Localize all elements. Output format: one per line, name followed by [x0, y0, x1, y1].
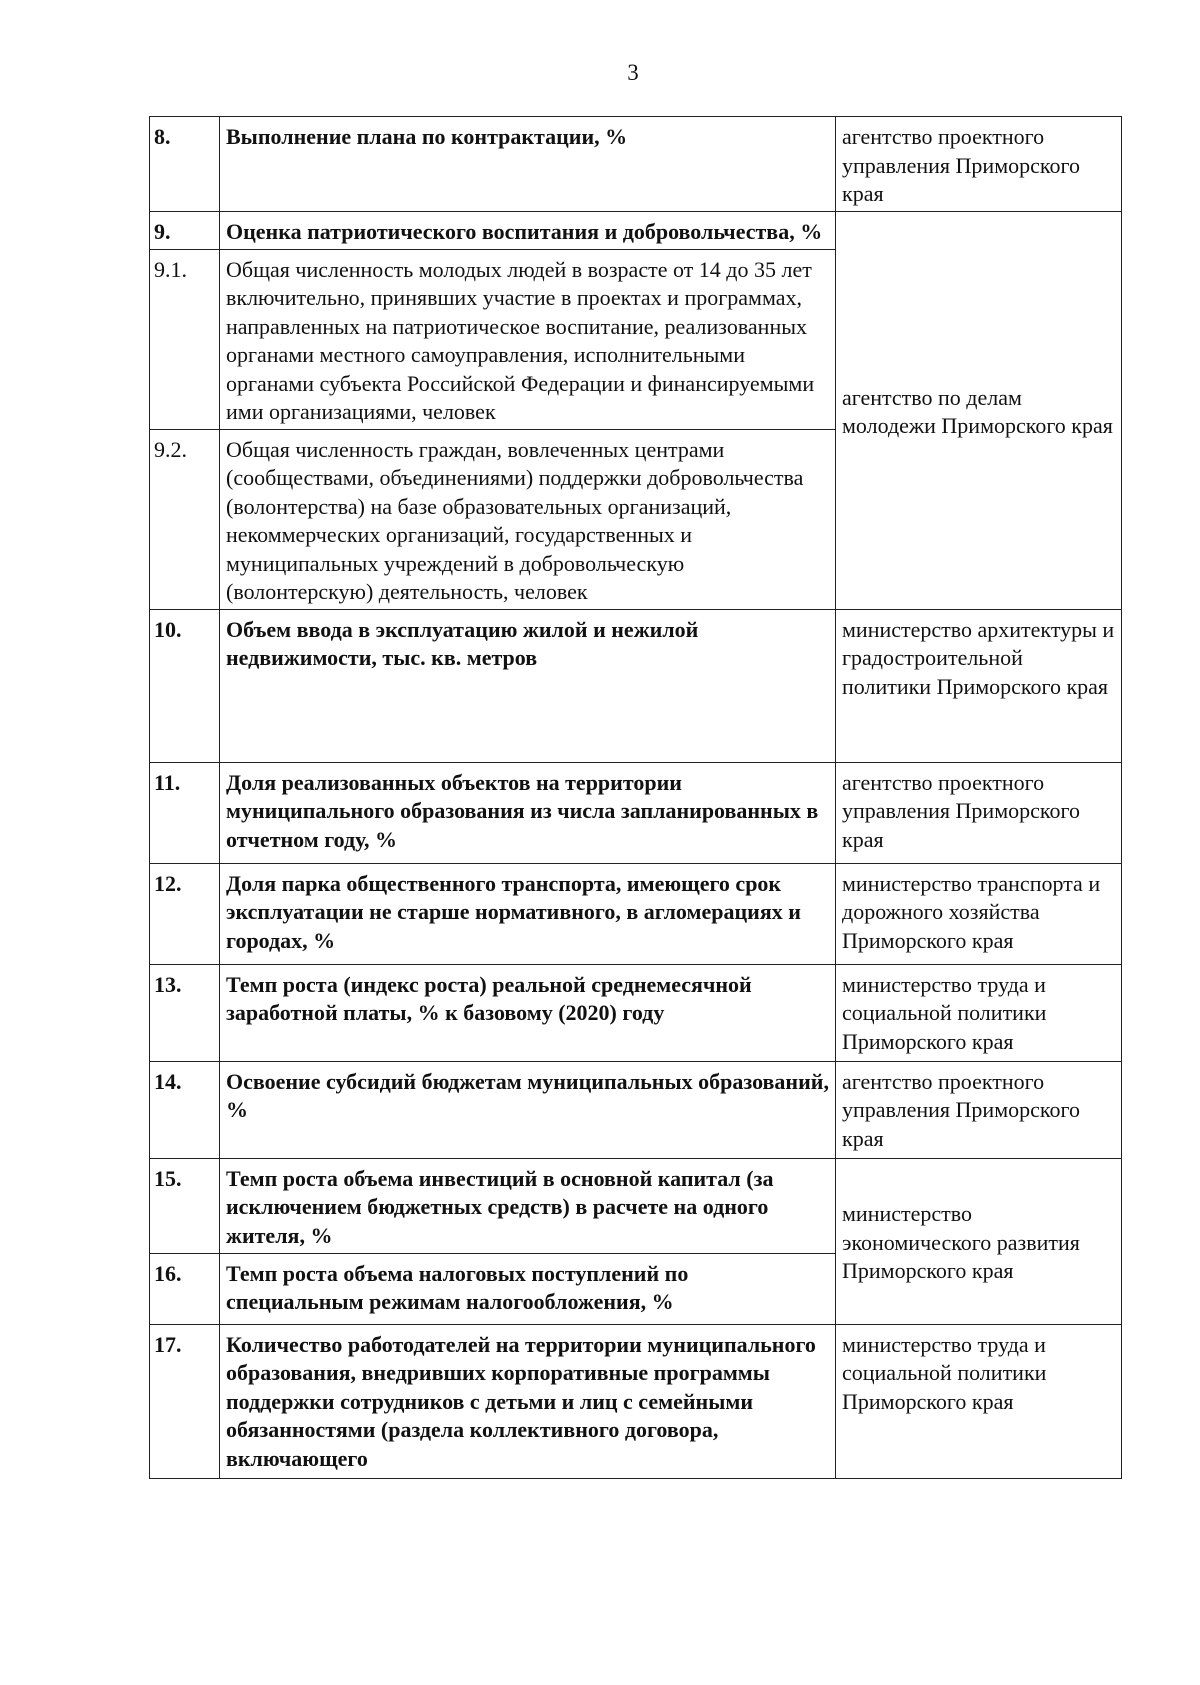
row-number: 9. — [150, 212, 220, 250]
row-number: 9.1. — [150, 249, 220, 429]
row-number: 16. — [150, 1253, 220, 1324]
indicators-table — [149, 116, 1122, 1479]
indicator-text: Общая численность молодых людей в возрасте от 14 до 35 лет включительно, принявших участие в проектах и программах, направленных на патриотическое воспитание, реализованных органами местного самоуправления, исполнительными органами субъекта Российской Федерации и финансируемыми ими организациями, человек — [220, 249, 836, 429]
row-number: 15. — [150, 1158, 220, 1253]
indicator-text: Выполнение плана по контрактации, % — [220, 117, 836, 212]
responsible-agency: агентство проектного управления Приморского края — [836, 117, 1122, 212]
table-row — [150, 609, 1122, 762]
indicator-text: Доля реализованных объектов на территории муниципального образования из числа запланированных в отчетном году, % — [220, 762, 836, 863]
table-row — [150, 762, 1122, 863]
responsible-agency: агентство проектного управления Приморского края — [836, 1061, 1122, 1158]
row-number: 14. — [150, 1061, 220, 1158]
responsible-agency: министерство архитектуры и градостроительной политики Приморского края — [836, 609, 1122, 762]
row-number: 10. — [150, 609, 220, 762]
row-number: 11. — [150, 762, 220, 863]
indicator-text: Доля парка общественного транспорта, имеющего срок эксплуатации не старше нормативного, в агломерациях и городах, % — [220, 863, 836, 964]
responsible-agency: министерство труда и социальной политики Приморского края — [836, 964, 1122, 1061]
indicator-text: Темп роста объема налоговых поступлений по специальным режимам налогообложения, % — [220, 1253, 836, 1324]
table-row — [150, 1158, 1122, 1253]
indicator-text: Освоение субсидий бюджетам муниципальных образований, % — [220, 1061, 836, 1158]
row-number: 17. — [150, 1324, 220, 1478]
indicator-text: Общая численность граждан, вовлеченных центрами (сообществами, объединениями) поддержки добровольчества (волонтерства) на базе образовательных организаций, некоммерческих организаций, государственных и муниципальных учреждений в добровольческую (волонтерскую) деятельность, человек — [220, 429, 836, 609]
responsible-agency: министерство труда и социальной политики Приморского края — [836, 1324, 1122, 1478]
table-row — [150, 863, 1122, 964]
row-number: 12. — [150, 863, 220, 964]
page-number: 3 — [627, 60, 639, 85]
table-row — [150, 1324, 1122, 1478]
responsible-agency: министерство экономического развития Приморского края — [836, 1158, 1122, 1324]
responsible-agency: агентство проектного управления Приморского края — [836, 762, 1122, 863]
table-row — [150, 964, 1122, 1061]
responsible-agency: агентство по делам молодежи Приморского края — [836, 212, 1122, 610]
row-number: 8. — [150, 117, 220, 212]
table-row — [150, 117, 1122, 212]
indicator-text: Темп роста (индекс роста) реальной среднемесячной заработной платы, % к базовому (2020) году — [220, 964, 836, 1061]
row-number: 9.2. — [150, 429, 220, 609]
table-row — [150, 1061, 1122, 1158]
row-number: 13. — [150, 964, 220, 1061]
indicator-text: Количество работодателей на территории муниципального образования, внедривших корпоративные программы поддержки сотрудников с детьми и лиц с семейными обязанностями (раздела коллективного договора, включающего — [220, 1324, 836, 1478]
indicator-text: Оценка патриотического воспитания и добровольчества, % — [220, 212, 836, 250]
table-row — [150, 212, 1122, 250]
responsible-agency: министерство транспорта и дорожного хозяйства Приморского края — [836, 863, 1122, 964]
indicator-text: Объем ввода в эксплуатацию жилой и нежилой недвижимости, тыс. кв. метров — [220, 609, 836, 762]
indicator-text: Темп роста объема инвестиций в основной капитал (за исключением бюджетных средств) в расчете на одного жителя, % — [220, 1158, 836, 1253]
